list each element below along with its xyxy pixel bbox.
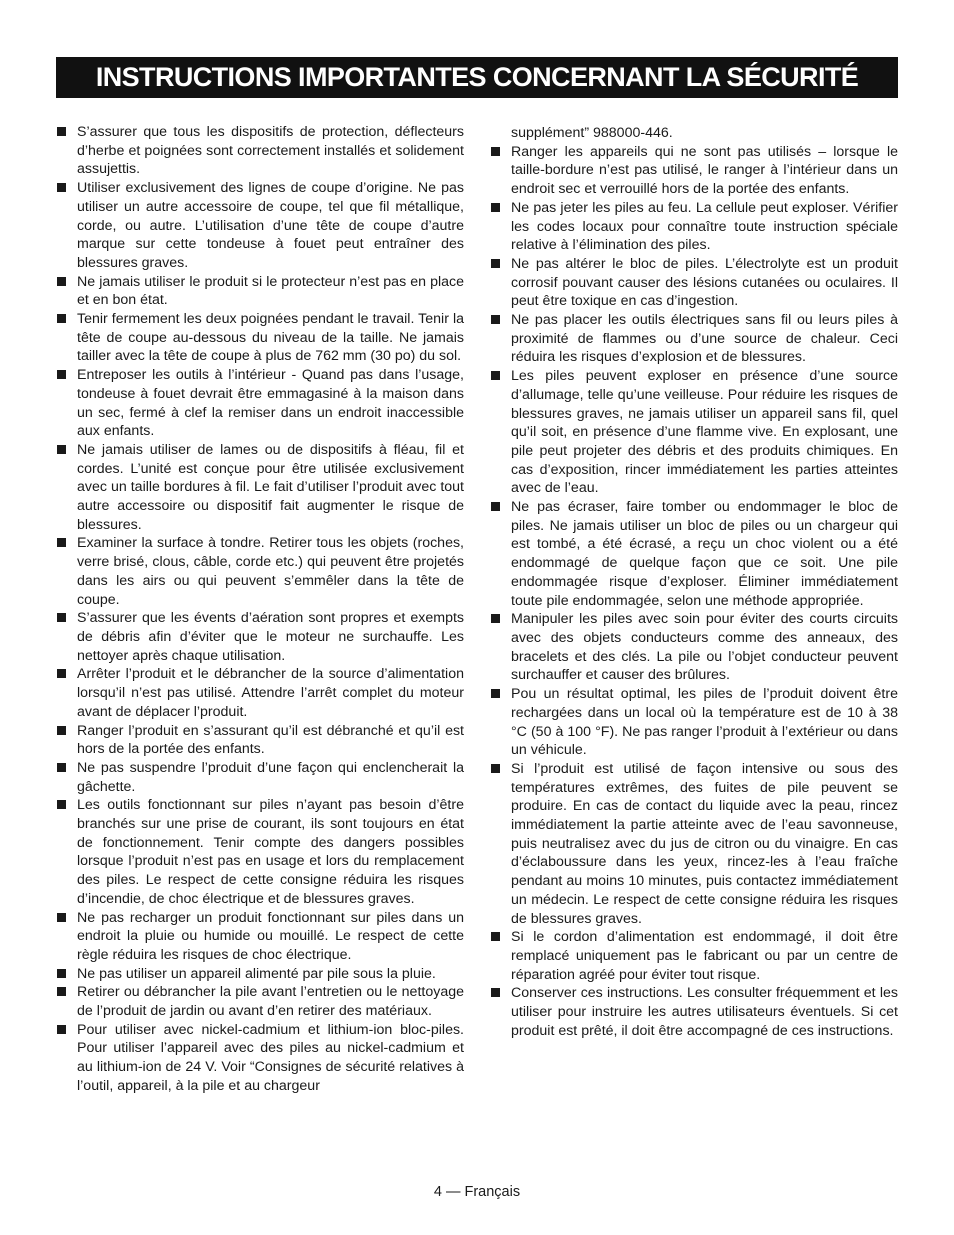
list-item: Si le cordon d’alimentation est endommagé, il doit être remplacé uniquement pas le fabricant ou par un centre de réparation agréé pour éviter tout risque. bbox=[490, 928, 898, 984]
list-item: Les outils fonctionnant sur piles n’ayant pas besoin d’être branchés sur une prise de courant, ils sont toujours en état de fonctionnement. Tenir compte des dangers possibles lorsque l’produit n’est pas en usage et lors du remplacement des piles. Le respect de cette consigne réduira les risques d’incendie, de choc électrique et de blessures graves. bbox=[56, 796, 464, 908]
square-bullet-icon bbox=[57, 370, 66, 379]
square-bullet-icon bbox=[57, 445, 66, 454]
square-bullet-icon bbox=[491, 932, 500, 941]
square-bullet-icon bbox=[57, 987, 66, 996]
list-item: Ne pas altérer le bloc de piles. L’électrolyte est un produit corrosif pouvant causer des lésions cutanées ou oculaires. Il peut être toxique en cas d’ingestion. bbox=[490, 255, 898, 311]
page-title: INSTRUCTIONS IMPORTANTES CONCERNANT LA SÉCURITÉ bbox=[95, 62, 859, 92]
square-bullet-icon bbox=[57, 913, 66, 922]
list-item: S’assurer que les évents d’aération sont propres et exempts de débris afin d’éviter que le moteur ne surchauffe. Les nettoyer après chaque utilisation. bbox=[56, 609, 464, 665]
square-bullet-icon bbox=[57, 127, 66, 136]
square-bullet-icon bbox=[491, 259, 500, 268]
list-item: Retirer ou débrancher la pile avant l’entretien ou le nettoyage de l’produit de jardin ou avant d’en retirer des matériaux. bbox=[56, 983, 464, 1020]
square-bullet-icon bbox=[57, 538, 66, 547]
square-bullet-icon bbox=[57, 969, 66, 978]
list-item: Ne pas utiliser un appareil alimenté par pile sous la pluie. bbox=[56, 965, 464, 984]
list-item: Pour utiliser avec nickel-cadmium et lithium-ion bloc-piles. Pour utiliser l’appareil avec des piles au nickel-cadmium et au lithium-ion de 24 V. Voir “Consignes de sécurité relatives à l’outil, appareil, à la pile et au chargeur bbox=[56, 1021, 464, 1096]
list-item: S’assurer que tous les dispositifs de protection, déflecteurs d’herbe et poignées sont correctement installés et solidement assujettis. bbox=[56, 123, 464, 179]
list-item: Les piles peuvent exploser en présence d’une source d’allumage, telle qu’une veilleuse. Pour réduire les risques de blessures graves, ne jamais utiliser un appareil sans fil, quel qu’il soit, en présence d’une flamme vive. En explosant, une pile peut projeter des débris et des produits chimiques. En cas d’exposition, rincer immédiatement les parties atteintes avec de l’eau. bbox=[490, 367, 898, 498]
square-bullet-icon bbox=[491, 203, 500, 212]
continued-text: supplément” 988000-446. bbox=[511, 125, 673, 141]
square-bullet-icon bbox=[491, 764, 500, 773]
page-footer: 4 — Français bbox=[433, 1184, 521, 1200]
list-item: Si l’produit est utilisé de façon intensive ou sous des températures extrêmes, des fuites de pile peuvent se produire. En cas de contact du liquide avec la peau, rincez immédiatement la partie atteinte avec de l’eau savonneuse, puis neutralisez avec du jus de citron ou du vinaigre. En cas d’éclaboussure dans les yeux, rincez-les à l’eau fraîche pendant au moins 10 minutes, puis contactez immédiatement un médecin. Le respect de cette consigne réduira les risques de blessures graves. bbox=[490, 760, 898, 928]
list-item: Examiner la surface à tondre. Retirer tous les objets (roches, verre brisé, clous, câble, corde etc.) qui peuvent être projetés dans les airs ou qui peuvent s’emmêler dans la tête de coupe. bbox=[56, 534, 464, 609]
right-column bbox=[490, 124, 898, 1040]
square-bullet-icon bbox=[57, 613, 66, 622]
square-bullet-icon bbox=[491, 988, 500, 997]
left-column bbox=[56, 123, 464, 1096]
list-item: Utiliser exclusivement des lignes de coupe d’origine. Ne pas utiliser un autre accessoire de coupe, tel que fil métallique, corde, ou autre. L’utilisation d’une tête de coupe d’autre marque sur cette tondeuse à fouet peut entraîner des blessures graves. bbox=[56, 179, 464, 273]
right-safety-list bbox=[490, 143, 898, 1041]
square-bullet-icon bbox=[491, 689, 500, 698]
list-item: Ne jamais utiliser le produit si le protecteur n’est pas en place et en bon état. bbox=[56, 273, 464, 310]
list-item: Entreposer les outils à l’intérieur - Quand pas dans l’usage, tondeuse à fouet devrait être emmagasiné à la maison dans un sec, fermé à clef la remiser dans un endroit inaccessible aux enfants. bbox=[56, 366, 464, 441]
square-bullet-icon bbox=[491, 614, 500, 623]
list-item: Ranger l’produit en s’assurant qu’il est débranché et qu’il est hors de la portée des enfants. bbox=[56, 722, 464, 759]
square-bullet-icon bbox=[57, 1025, 66, 1034]
list-item: Conserver ces instructions. Les consulter fréquemment et les utiliser pour instruire les autres utilisateurs éventuels. Si cet produit est prêté, il doit être accompagné de ces instructions. bbox=[490, 984, 898, 1040]
square-bullet-icon bbox=[57, 314, 66, 323]
square-bullet-icon bbox=[57, 763, 66, 772]
list-item: Ne jamais utiliser de lames ou de dispositifs à fléau, fil et cordes. L’unité est conçue pour être utilisée exclusivement avec un taille bordures à fil. Le fait d’utiliser l’produit avec tout autre accessoire ou dispositif fait augmenter le risque de blessures. bbox=[56, 441, 464, 535]
section-title-bar bbox=[56, 57, 898, 98]
square-bullet-icon bbox=[57, 669, 66, 678]
square-bullet-icon bbox=[491, 147, 500, 156]
list-item: Ne pas suspendre l’produit d’une façon qui enclencherait la gâchette. bbox=[56, 759, 464, 796]
square-bullet-icon bbox=[491, 315, 500, 324]
left-safety-list bbox=[56, 123, 464, 1096]
square-bullet-icon bbox=[57, 800, 66, 809]
list-item: Arrêter l’produit et le débrancher de la source d’alimentation lorsqu’il n’est pas utilisé. Attendre l’arrêt complet du moteur avant de déplacer l’produit. bbox=[56, 665, 464, 721]
list-item: Tenir fermement les deux poignées pendant le travail. Tenir la tête de coupe au-dessous du niveau de la taille. Ne jamais tailler avec la tête de coupe à plus de 762 mm (30 po) du sol. bbox=[56, 310, 464, 366]
square-bullet-icon bbox=[57, 183, 66, 192]
list-item: Ne pas recharger un produit fonctionnant sur piles dans un endroit la pluie ou humide ou mouillé. Le respect de cette règle réduira les risques de choc électrique. bbox=[56, 909, 464, 965]
list-item: Ranger les appareils qui ne sont pas utilisés – lorsque le taille-bordure n’est pas utilisé, le ranger à l’intérieur dans un endroit sec et verrouillé hors de la portée des enfants. bbox=[490, 143, 898, 199]
square-bullet-icon bbox=[57, 726, 66, 735]
square-bullet-icon bbox=[57, 277, 66, 286]
list-item: Ne pas jeter les piles au feu. La cellule peut exploser. Vérifier les codes locaux pour connaître toute instruction spéciale relative à l’élimination des piles. bbox=[490, 199, 898, 255]
list-item: Manipuler les piles avec soin pour éviter des courts circuits avec des objets conducteurs comme des anneaux, des bracelets et des clés. La pile ou l’objet conducteur peuvent surchauffer et causer des brûlures. bbox=[490, 610, 898, 685]
list-item: Ne pas écraser, faire tomber ou endommager le bloc de piles. Ne jamais utiliser un bloc de piles ou un chargeur qui est tombé, a été écrasé, a reçu un choc violent ou a été endommagé de quelque façon que ce soit. Une pile endommagée risque d’exploser. Éliminer immédiatement toute pile endommagée, selon une méthode appropriée. bbox=[490, 498, 898, 610]
list-item: Ne pas placer les outils électriques sans fil ou leurs piles à proximité de flammes ou d’une source de chaleur. Ceci réduira les risques d’explosion et de blessures. bbox=[490, 311, 898, 367]
square-bullet-icon bbox=[491, 371, 500, 380]
list-item: Pou un résultat optimal, les piles de l’produit doivent être rechargées dans un local où la température est de 10 à 38 °C (50 à 100 °F). Ne pas ranger l’produit à l’extérieur ou dans un véhicule. bbox=[490, 685, 898, 760]
square-bullet-icon bbox=[491, 502, 500, 511]
